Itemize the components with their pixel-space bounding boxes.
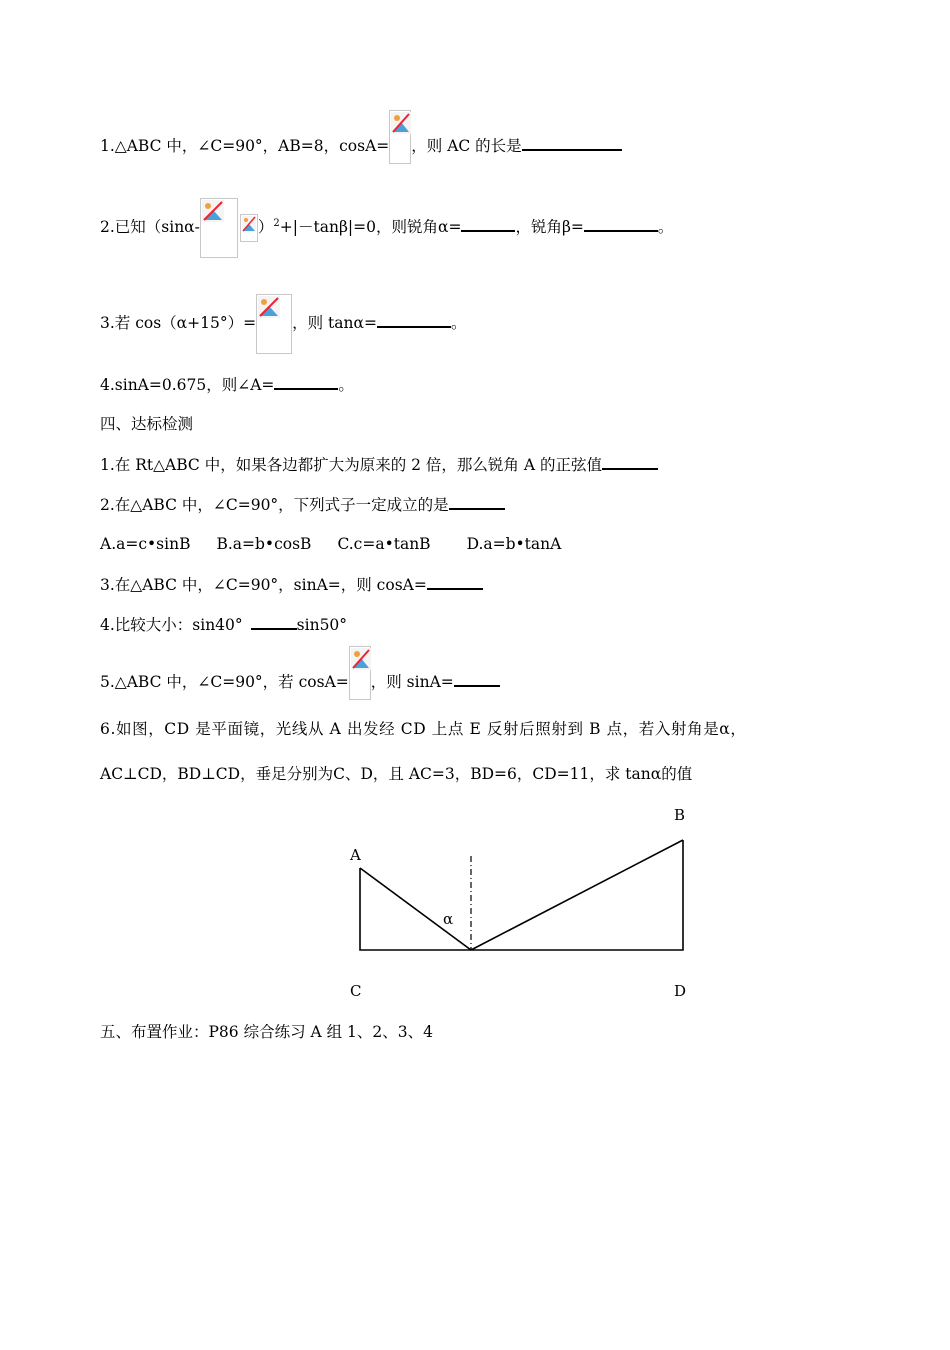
answer-blank <box>274 374 338 390</box>
q4-text: 4.sinA=0.675，则∠A= <box>100 376 275 394</box>
t4-text: 4.比较大小：sin40° <box>100 616 243 634</box>
incident-ray <box>360 868 471 950</box>
broken-image-icon <box>389 110 411 164</box>
reflected-ray <box>471 840 683 950</box>
broken-image-icon <box>200 198 238 258</box>
q2-text-after: +|－tanβ|=0，则锐角α= <box>279 218 462 236</box>
q3-text-after: ，则 tanα= <box>292 314 377 332</box>
q2-exponent: 2 <box>273 217 280 229</box>
point-a-label: A <box>350 846 361 864</box>
t2-text: 2.在△ABC 中，∠C=90°，下列式子一定成立的是 <box>100 496 449 514</box>
answer-blank <box>461 216 515 232</box>
figure-frame <box>360 840 683 950</box>
q3-text: 3.若 cos（α+15°）= <box>100 314 257 332</box>
q2-paren: ） <box>257 218 274 236</box>
test-question-2-options <box>100 534 561 554</box>
q4-end: 。 <box>338 376 354 394</box>
alpha-label: α <box>443 910 454 928</box>
point-b-label: B <box>674 806 686 824</box>
test-question-1 <box>100 454 658 475</box>
test-question-4 <box>100 614 347 635</box>
q3-end: 。 <box>450 314 467 332</box>
q2-text-beta: ，锐角β= <box>515 218 584 236</box>
t4-text-after: sin50° <box>296 616 348 634</box>
q2-text: 2.已知（sinα- <box>100 218 200 236</box>
broken-image-icon <box>349 646 371 700</box>
mirror-reflection-figure <box>340 830 700 960</box>
t3-text: 3.在△ABC 中，∠C=90°，sinA=，则 cosA= <box>100 576 427 594</box>
t1-text: 1.在 Rt△ABC 中，如果各边都扩大为原来的 2 倍，那么锐角 A 的正弦值 <box>100 456 602 474</box>
answer-blank <box>522 135 622 151</box>
question-1 <box>100 130 622 164</box>
answer-blank <box>584 216 658 232</box>
question-3 <box>100 294 466 354</box>
option-b: B.a=b•cosB <box>216 535 312 553</box>
q1-text: 1.△ABC 中，∠C=90°，AB=8，cosA= <box>100 137 390 155</box>
question-2 <box>100 198 673 258</box>
q1-text-after: ，则 AC 的长是 <box>411 137 522 155</box>
test-question-6-line-2: AC⊥CD，BD⊥CD，垂足分别为C、D，且 AC=3，BD=6，CD=11，求 tanα的值 <box>100 765 693 783</box>
point-c-label: C <box>350 982 362 1000</box>
answer-blank <box>449 494 505 510</box>
t5-text: 5.△ABC 中，∠C=90°，若 cosA= <box>100 673 349 691</box>
point-d-label: D <box>674 982 687 1000</box>
test-question-2 <box>100 494 505 515</box>
q2-end: 。 <box>657 218 674 236</box>
test-question-5 <box>100 666 500 700</box>
answer-blank <box>377 312 451 328</box>
test-question-3 <box>100 574 483 595</box>
option-c: C.c=a•tanB <box>337 535 431 553</box>
option-a: A.a=c•sinB <box>100 535 191 553</box>
answer-blank <box>251 614 297 630</box>
broken-image-icon <box>256 294 292 354</box>
answer-blank <box>602 454 658 470</box>
test-question-6-line-1: 6.如图，CD 是平面镜，光线从 A 出发经 CD 上点 E 反射后照射到 B 点，若入射角是α， <box>100 720 747 738</box>
broken-image-icon <box>240 214 258 242</box>
answer-blank <box>427 574 483 590</box>
section-heading-5: 五、布置作业：P86 综合练习 A 组 1、2、3、4 <box>100 1023 434 1041</box>
answer-blank <box>454 671 500 687</box>
t5-text-after: ，则 sinA= <box>370 673 454 691</box>
section-heading-4: 四、达标检测 <box>100 415 194 433</box>
option-d: D.a=b•tanA <box>466 535 562 553</box>
question-4 <box>100 374 354 395</box>
